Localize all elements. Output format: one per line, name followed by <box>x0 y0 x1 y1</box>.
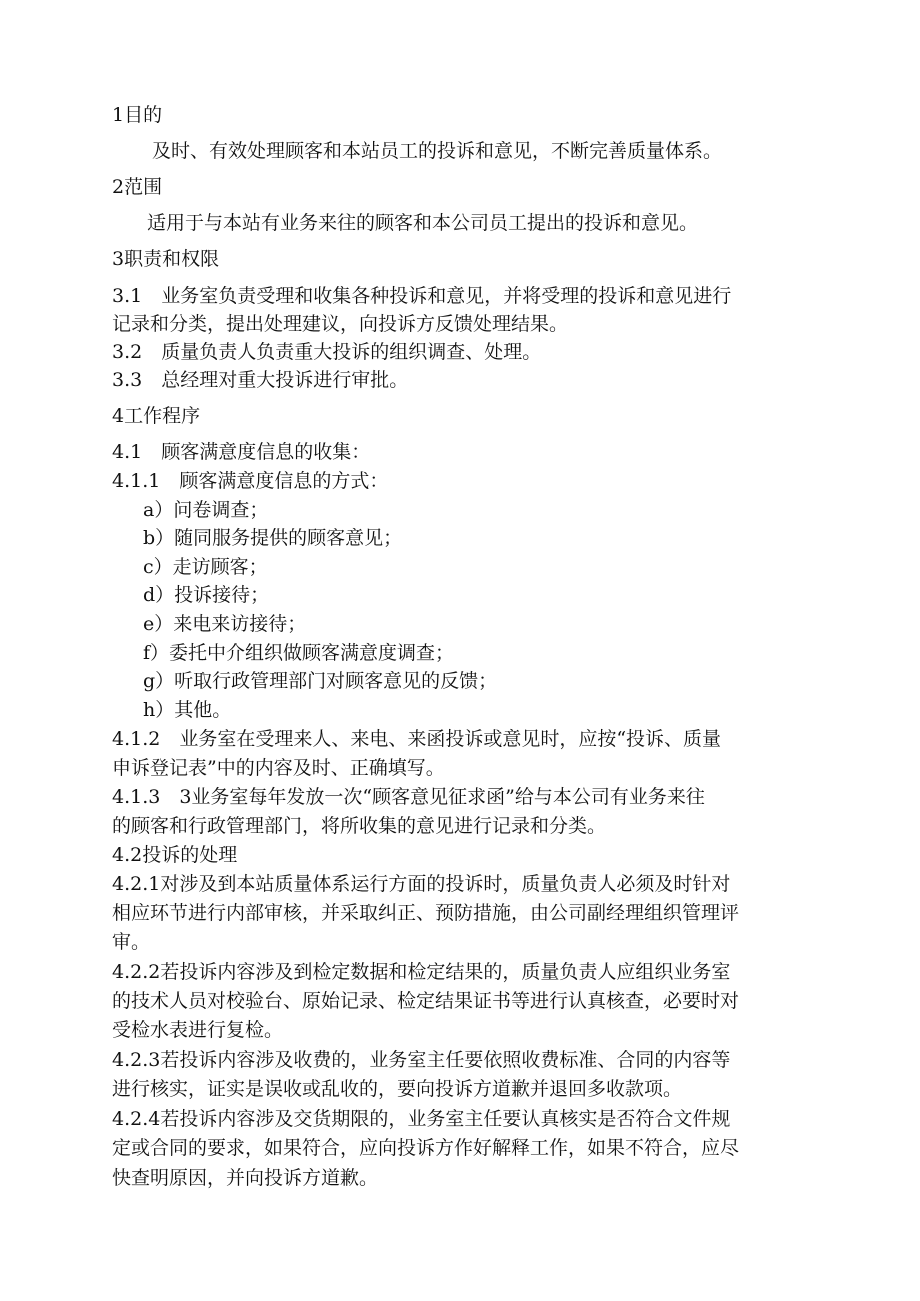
clause-4-2-1-line-1: 4.2.1对涉及到本站质量体系运行方面的投诉时，质量负责人必须及时针对 <box>112 873 731 895</box>
clause-3-3: 3.3 总经理对重大投诉进行审批。 <box>112 369 409 391</box>
clause-3-1-line-2: 记录和分类，提出处理建议，向投诉方反馈处理结果。 <box>112 313 569 335</box>
clause-4-2-1-line-3: 审。 <box>112 931 151 953</box>
clause-4-2-3-line-1: 4.2.3若投诉内容涉及收费的，业务室主任要依照收费标准、合同的内容等 <box>112 1049 731 1071</box>
clause-4-1-3-line-1: 4.1.3 3业务室每年发放一次“顾客意见征求函”给与本公司有业务来往 <box>112 786 705 808</box>
clause-4-2-3-line-2: 进行核实，证实是误收或乱收的，要向投诉方道歉并退回多收款项。 <box>112 1078 683 1100</box>
clause-3-2: 3.2 质量负责人负责重大投诉的组织调查、处理。 <box>112 341 542 363</box>
list-item-a: a）问卷调查； <box>143 499 269 521</box>
list-item-h: h）其他。 <box>143 699 232 721</box>
clause-4-2-4-line-1: 4.2.4若投诉内容涉及交货期限的，业务室主任要认真核实是否符合文件规 <box>112 1108 731 1130</box>
clause-4-2-1-line-2: 相应环节进行内部审核，并采取纠正、预防措施，由公司副经理组织管理评 <box>112 902 740 924</box>
heading-purpose: 1目的 <box>112 104 163 126</box>
clause-4-2-4-line-3: 快查明原因，并向投诉方道歉。 <box>112 1167 379 1189</box>
clause-4-1-1: 4.1.1 顾客满意度信息的方式： <box>112 470 389 492</box>
heading-responsibility: 3职责和权限 <box>112 248 220 270</box>
clause-4-2-2-line-3: 受检水表进行复检。 <box>112 1019 284 1041</box>
list-item-f: f）委托中介组织做顾客满意度调查； <box>143 642 455 664</box>
clause-4-1: 4.1 顾客满意度信息的收集： <box>112 441 371 463</box>
clause-4-2-2-line-1: 4.2.2若投诉内容涉及到检定数据和检定结果的，质量负责人应组织业务室 <box>112 961 731 983</box>
list-item-b: b）随同服务提供的顾客意见； <box>143 527 403 549</box>
paragraph-purpose: 及时、有效处理顾客和本站员工的投诉和意见，不断完善质量体系。 <box>152 140 723 162</box>
paragraph-scope: 适用于与本站有业务来往的顾客和本公司员工提出的投诉和意见。 <box>147 212 699 234</box>
clause-4-1-2-line-1: 4.1.2 业务室在受理来人、来电、来函投诉或意见时，应按“投诉、质量 <box>112 728 722 750</box>
heading-procedure: 4工作程序 <box>112 405 201 427</box>
list-item-g: g）听取行政管理部门对顾客意见的反馈； <box>143 670 498 692</box>
list-item-c: c）走访顾客； <box>143 556 268 578</box>
clause-4-2-4-line-2: 定或合同的要求，如果符合，应向投诉方作好解释工作，如果不符合，应尽 <box>112 1137 740 1159</box>
clause-4-1-2-line-2: 申诉登记表”中的内容及时、正确填写。 <box>112 757 445 779</box>
clause-4-2-2-line-2: 的技术人员对校验台、原始记录、检定结果证书等进行认真核查，必要时对 <box>112 990 740 1012</box>
list-item-e: e）来电来访接待； <box>143 613 307 635</box>
list-item-d: d）投诉接待； <box>143 584 270 606</box>
clause-3-1-line-1: 3.1 业务室负责受理和收集各种投诉和意见，并将受理的投诉和意见进行 <box>112 285 732 307</box>
heading-scope: 2范围 <box>112 176 163 198</box>
heading-complaint-handling: 4.2投诉的处理 <box>112 844 238 866</box>
clause-4-1-3-line-2: 的顾客和行政管理部门，将所收集的意见进行记录和分类。 <box>112 815 607 837</box>
